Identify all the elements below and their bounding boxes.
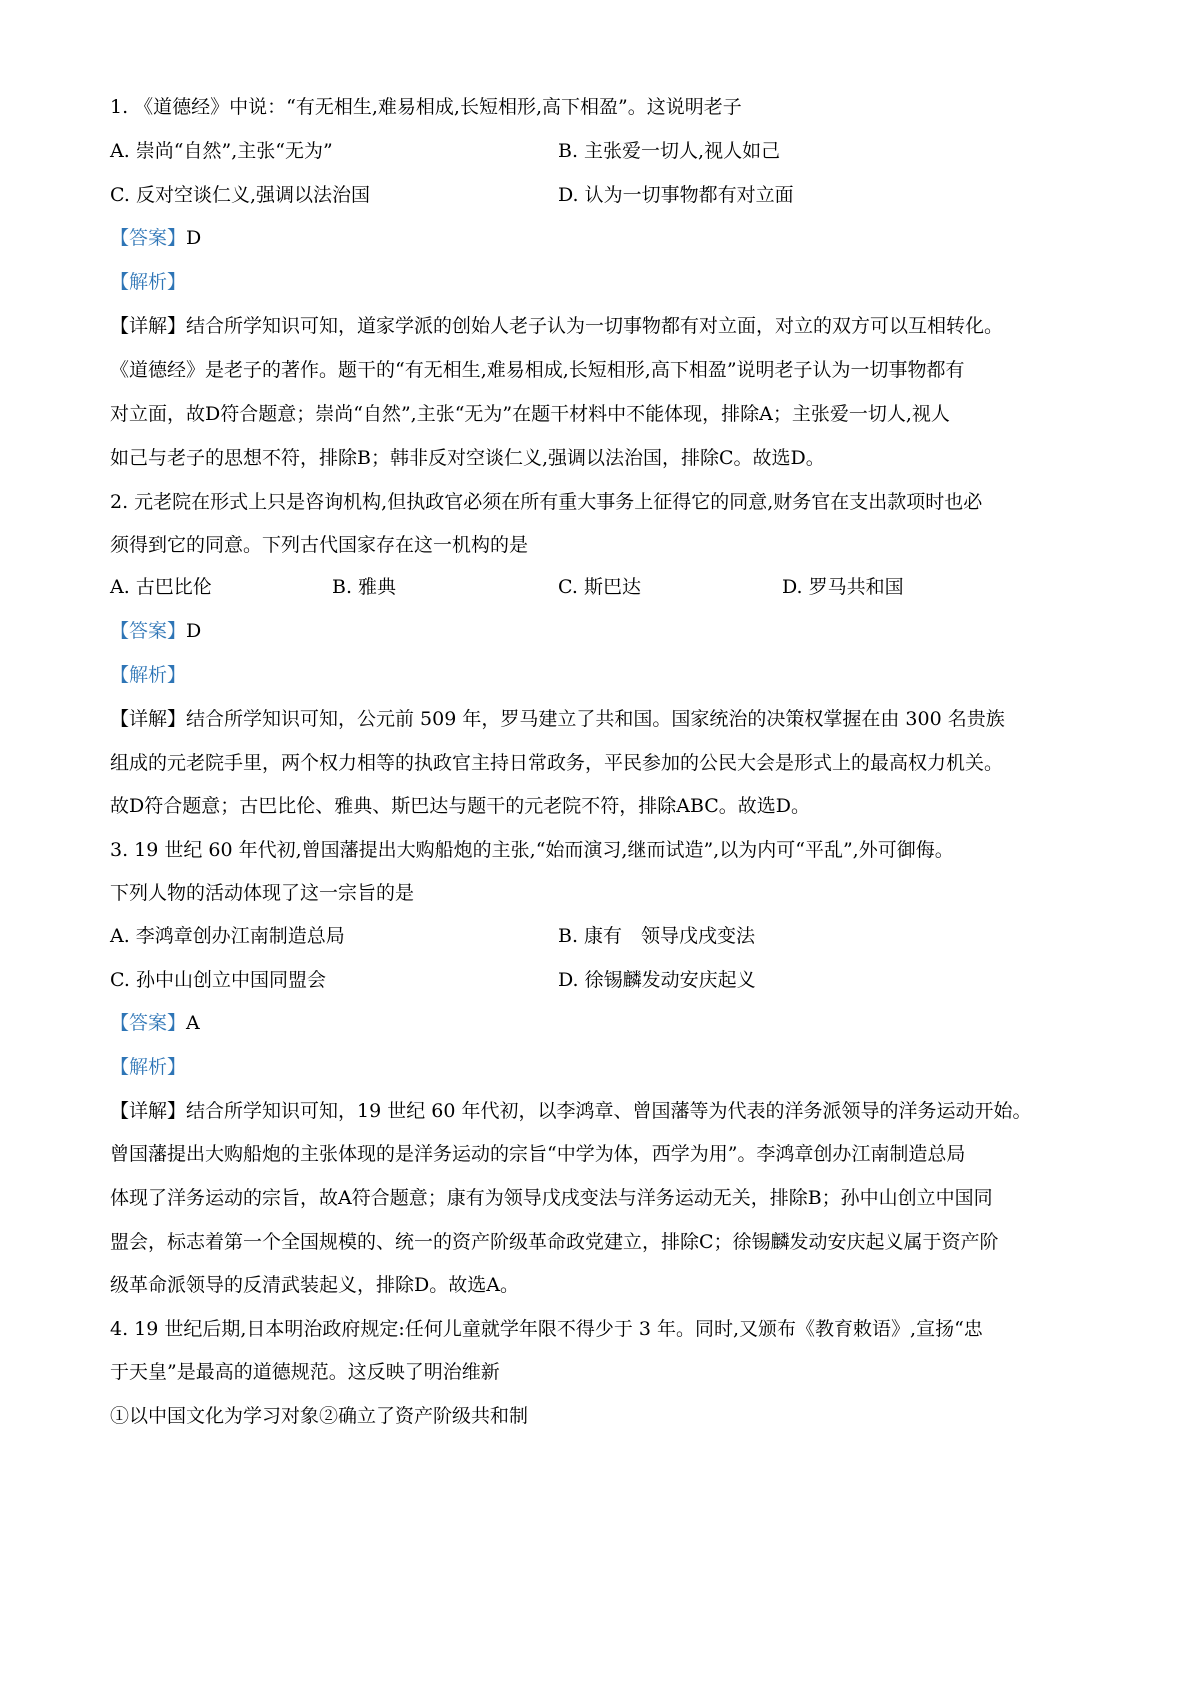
q1-detail-line-1 — [110, 312, 1100, 340]
q2-stem-line-1: 2. 元老院在形式上只是咨询机构,但执政官必须在所有重大事务上征得它的同意,财务官在支出款项时也必 — [110, 491, 983, 513]
q3-option-a: A. 李鸿章创办江南制造总局 — [110, 925, 345, 947]
q3-stem-line-1: 3. 19 世纪 60 年代初,曾国藩提出大购船炮的主张,“始而演习,继而试造”,以为内可“平乱”,外可御侮。 — [110, 839, 954, 861]
q2-option-a: A. 古巴比伦 — [110, 576, 212, 598]
q1-option-c: C. 反对空谈仁义,强调以法治国 — [110, 184, 370, 206]
answer-tag: 【答案】 — [110, 227, 187, 249]
q3-option-c: C. 孙中山创立中国同盟会 — [110, 969, 326, 991]
q2-stem-line-2: 须得到它的同意。下列古代国家存在这一机构的是 — [110, 534, 529, 556]
detail-tag: 【详解】 — [110, 1100, 187, 1122]
q1-stem: 1. 《道德经》中说：“有无相生,难易相成,长短相形,高下相盈”。这说明老子 — [110, 96, 742, 118]
q2-option-b: B. 雅典 — [332, 576, 397, 598]
q1-detail-line-2: 《道德经》是老子的著作。题干的“有无相生,难易相成,长短相形,高下相盈”说明老子认为一切事物都有 — [110, 359, 965, 381]
q3-detail-line-1 — [110, 1097, 1100, 1125]
q3-detail-line-2: 曾国藩提出大购船炮的主张体现的是洋务运动的宗旨“中学为体，西学为用”。李鸿章创办江南制造总局 — [110, 1143, 966, 1165]
q2-answer-line — [110, 617, 1100, 645]
q1-analysis-line — [110, 268, 1100, 296]
q1-detail-text-1: 结合所学知识可知，道家学派的创始人老子认为一切事物都有对立面，对立的双方可以互相转化。 — [186, 315, 1004, 337]
q2-detail-line-3: 故D符合题意；古巴比伦、雅典、斯巴达与题干的元老院不符，排除ABC。故选D。 — [110, 795, 811, 817]
q1-detail-line-4: 如己与老子的思想不符，排除B；韩非反对空谈仁义,强调以法治国，排除C。故选D。 — [110, 447, 825, 469]
q3-answer-line — [110, 1009, 1100, 1037]
q1-detail-line-3: 对立面，故D符合题意；崇尚“自然”,主张“无为”在题干材料中不能体现，排除A；主张爱一切人,视人 — [110, 403, 950, 425]
q1-answer-line — [110, 224, 1100, 252]
answer-tag: 【答案】 — [110, 1012, 187, 1034]
answer-tag: 【答案】 — [110, 620, 187, 642]
analysis-tag: 【解析】 — [110, 271, 187, 293]
q1-option-d: D. 认为一切事物都有对立面 — [558, 184, 794, 206]
q2-detail-line-1 — [110, 705, 1100, 733]
q3-option-d: D. 徐锡麟发动安庆起义 — [558, 969, 756, 991]
q3-detail-line-5: 级革命派领导的反清武装起义，排除D。故选A。 — [110, 1274, 519, 1296]
q3-stem-line-2: 下列人物的活动体现了这一宗旨的是 — [110, 882, 415, 904]
q3-detail-text-1: 结合所学知识可知，19 世纪 60 年代初，以李鸿章、曾国藩等为代表的洋务派领导的洋务运动开始。 — [186, 1100, 1032, 1122]
analysis-tag: 【解析】 — [110, 1056, 187, 1078]
q2-option-c: C. 斯巴达 — [558, 576, 641, 598]
q1-answer: D — [186, 227, 202, 249]
q3-detail-line-3: 体现了洋务运动的宗旨，故A符合题意；康有为领导戊戌变法与洋务运动无关，排除B；孙中山创立中国同 — [110, 1187, 993, 1209]
q4-stem-line-1: 4. 19 世纪后期,日本明治政府规定:任何儿童就学年限不得少于 3 年。同时,又颁布《教育敕语》,宣扬“忠 — [110, 1318, 983, 1340]
q3-answer: A — [186, 1012, 200, 1034]
detail-tag: 【详解】 — [110, 315, 187, 337]
q3-detail-line-4: 盟会，标志着第一个全国规模的、统一的资产阶级革命政党建立，排除C；徐锡麟发动安庆起义属于资产阶 — [110, 1231, 999, 1253]
q2-analysis-line — [110, 661, 1100, 689]
q2-detail-text-1: 结合所学知识可知，公元前 509 年，罗马建立了共和国。国家统治的决策权掌握在由 300 名贵族 — [186, 708, 1005, 730]
q4-stem-line-2: 于天皇”是最高的道德规范。这反映了明治维新 — [110, 1361, 500, 1383]
q1-option-b: B. 主张爱一切人,视人如己 — [558, 140, 781, 162]
q1-option-a: A. 崇尚“自然”,主张“无为” — [110, 140, 333, 162]
q3-option-b: B. 康有 领导戊戌变法 — [558, 925, 756, 947]
q3-analysis-line — [110, 1053, 1100, 1081]
q2-option-d: D. 罗马共和国 — [782, 576, 904, 598]
q2-detail-line-2: 组成的元老院手里，两个权力相等的执政官主持日常政务，平民参加的公民大会是形式上的最高权力机关。 — [110, 752, 1004, 774]
q2-answer: D — [186, 620, 202, 642]
q4-items: ①以中国文化为学习对象②确立了资产阶级共和制 — [110, 1405, 529, 1427]
detail-tag: 【详解】 — [110, 708, 187, 730]
analysis-tag: 【解析】 — [110, 664, 187, 686]
